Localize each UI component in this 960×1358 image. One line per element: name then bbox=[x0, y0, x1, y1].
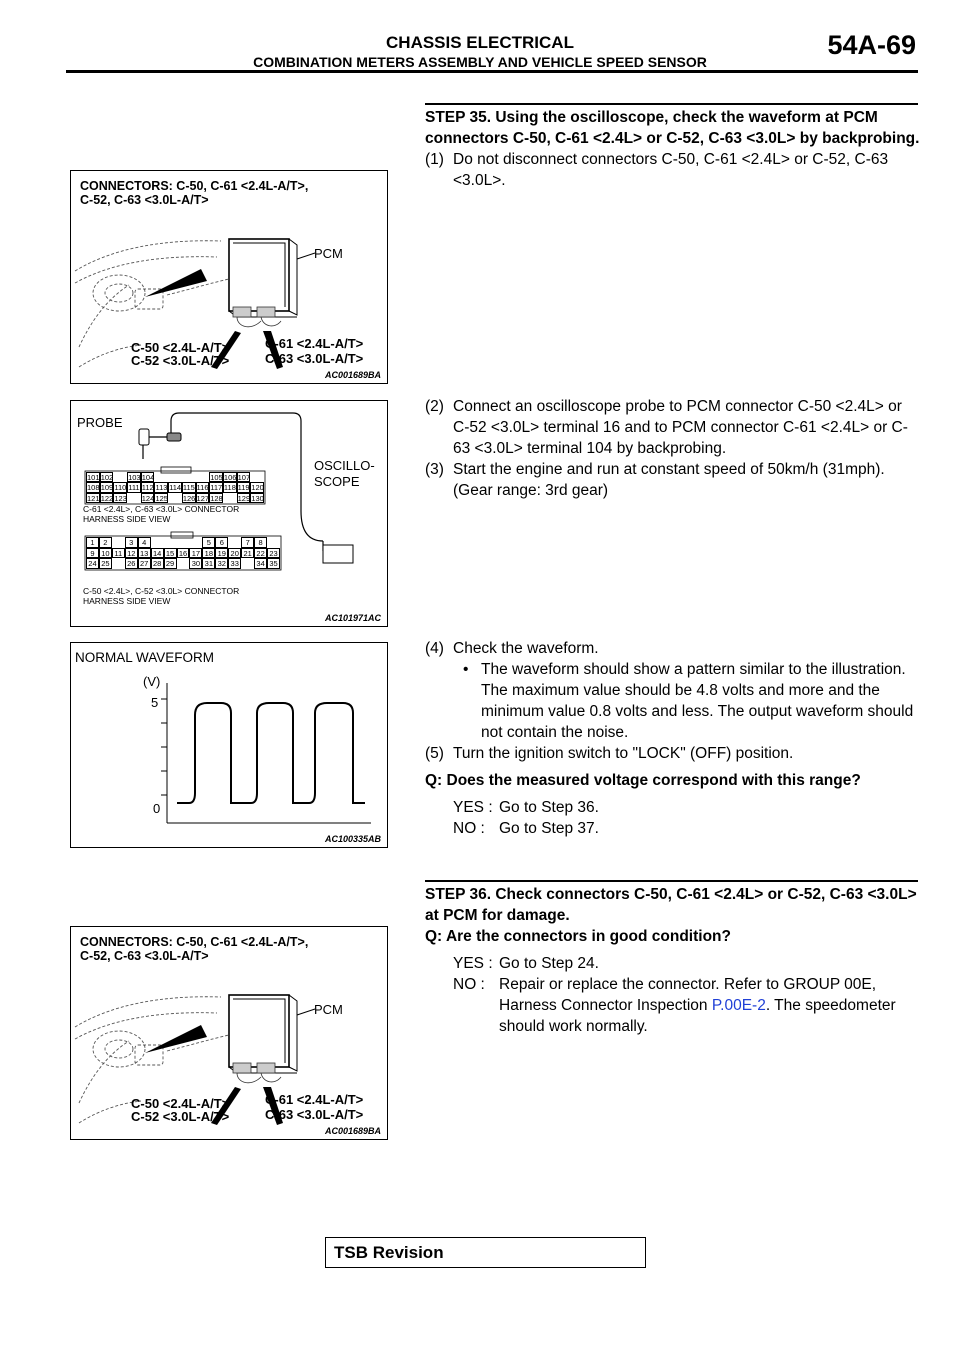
terminal-pin: 7 bbox=[241, 537, 254, 548]
answer-tail: . The speedometer should work normally. bbox=[499, 997, 896, 1035]
terminal-pin: 115 bbox=[182, 483, 195, 493]
terminal-pin: 32 bbox=[215, 558, 228, 569]
terminal-pin: 28 bbox=[151, 558, 164, 569]
figure-connectors-1 bbox=[70, 170, 388, 384]
terminal-pin: 112 bbox=[141, 483, 154, 493]
terminal-pin: 6 bbox=[215, 537, 228, 548]
terminal-gap bbox=[154, 472, 168, 482]
terminal-pin: 1 bbox=[86, 537, 99, 548]
waveform-title: NORMAL WAVEFORM bbox=[75, 650, 215, 665]
terminal-pin: 16 bbox=[177, 548, 190, 559]
terminal-pin: 14 bbox=[151, 548, 164, 559]
step35-item-1 bbox=[425, 149, 920, 191]
item-number: (4) bbox=[425, 640, 444, 657]
terminal-pin: 33 bbox=[228, 558, 241, 569]
connector-left-line2: C-52 <3.0L-A/T> bbox=[131, 353, 230, 368]
step35-item-5 bbox=[425, 743, 920, 764]
connector-right-line2: C-63 <3.0L-A/T> bbox=[265, 351, 364, 366]
step35-block bbox=[425, 107, 920, 191]
figure-title-line1: CONNECTORS: C-50, C-61 <2.4L-A/T>, bbox=[80, 935, 309, 949]
item-number: (2) bbox=[425, 398, 444, 415]
terminal-pin: 113 bbox=[155, 483, 168, 493]
terminal-pin: 22 bbox=[254, 548, 267, 559]
terminal-pin: 12 bbox=[125, 548, 138, 559]
bullet-dot: • bbox=[463, 661, 469, 678]
figure-connectors-2 bbox=[70, 926, 388, 1140]
terminal-pin: 104 bbox=[141, 473, 155, 482]
item-text: Turn the ignition switch to "LOCK" (OFF) position. bbox=[453, 745, 794, 762]
c50-caption-line2: HARNESS SIDE VIEW bbox=[83, 596, 171, 606]
answer-key: NO : bbox=[453, 820, 485, 837]
waveform-trace bbox=[177, 703, 365, 803]
waveform-unit: (V) bbox=[143, 674, 161, 689]
figure-code: AC100335AB bbox=[324, 834, 381, 844]
item-text: Connect an oscilloscope probe to PCM connector C-50 <2.4L> or C-52 <3.0L> terminal 16 and to PCM connector C-61 <2.4L> or C-63 <3.0L> terminal 104 by backprobing. bbox=[453, 398, 908, 457]
terminal-pin: 4 bbox=[138, 537, 151, 548]
connector-left-line1: C-50 <2.4L-A/T> bbox=[131, 1096, 230, 1111]
terminal-gap bbox=[112, 558, 125, 569]
step35-question: Q: Does the measured voltage correspond with this range? bbox=[425, 772, 861, 789]
step35-block-3 bbox=[425, 638, 920, 839]
terminal-pin: 101 bbox=[87, 473, 100, 482]
terminal-pin: 126 bbox=[182, 493, 196, 503]
c61-connector-grid bbox=[86, 472, 264, 503]
connector-left-line2: C-52 <3.0L-A/T> bbox=[131, 1109, 230, 1124]
terminal-pin: 103 bbox=[128, 473, 141, 482]
terminal-pin: 125 bbox=[155, 493, 168, 503]
connector-right-line2: C-63 <3.0L-A/T> bbox=[265, 1107, 364, 1122]
terminal-pin: 130 bbox=[251, 493, 264, 503]
c61-caption-line2: HARNESS SIDE VIEW bbox=[83, 514, 171, 524]
answer-key: YES : bbox=[453, 799, 493, 816]
figure-code: AC001689BA bbox=[324, 1126, 381, 1136]
c61-caption-line1: C-61 <2.4L>, C-63 <3.0L> CONNECTOR bbox=[83, 504, 240, 514]
page-number: 54A-69 bbox=[827, 30, 916, 60]
tsb-revision-box bbox=[325, 1237, 646, 1268]
terminal-pin: 24 bbox=[86, 558, 99, 569]
answer-text: Go to Step 24. bbox=[499, 955, 599, 972]
probe-label: PROBE bbox=[77, 415, 123, 430]
item-number: (5) bbox=[425, 745, 444, 762]
terminal-pin: 27 bbox=[138, 558, 151, 569]
terminal-pin: 5 bbox=[202, 537, 215, 548]
terminal-pin: 11 bbox=[112, 548, 125, 559]
waveform-y-low: 0 bbox=[153, 801, 161, 816]
terminal-pin: 120 bbox=[251, 483, 264, 493]
step35-answer-no bbox=[425, 818, 920, 839]
waveform-y-high: 5 bbox=[151, 695, 159, 710]
item-number: (3) bbox=[425, 461, 444, 478]
terminal-gap bbox=[189, 537, 202, 548]
step36-answer-no bbox=[425, 974, 920, 1037]
item-number: (1) bbox=[425, 151, 444, 168]
answer-text: Go to Step 36. bbox=[499, 799, 599, 816]
terminal-gap bbox=[164, 537, 177, 548]
step35-bullet bbox=[425, 659, 920, 743]
terminal-pin: 13 bbox=[138, 548, 151, 559]
answer-key: NO : bbox=[453, 976, 485, 993]
terminal-pin: 20 bbox=[228, 548, 241, 559]
terminal-gap bbox=[228, 537, 241, 548]
connector-right-line1: C-61 <2.4L-A/T> bbox=[265, 1092, 364, 1107]
terminal-pin: 9 bbox=[86, 548, 99, 559]
terminal-pin: 118 bbox=[223, 483, 236, 493]
terminal-pin: 21 bbox=[241, 548, 254, 559]
step36-rule bbox=[425, 880, 918, 882]
terminal-pin: 102 bbox=[100, 473, 114, 482]
pcm-label: PCM bbox=[314, 246, 343, 261]
section-title: CHASSIS ELECTRICAL bbox=[386, 33, 574, 52]
answer-text: Go to Step 37. bbox=[499, 820, 599, 837]
terminal-gap bbox=[182, 472, 196, 482]
item-text: Do not disconnect connectors C-50, C-61 <2.4L> or C-52, C-63 <3.0L>. bbox=[453, 151, 889, 189]
terminal-pin: 10 bbox=[99, 548, 112, 559]
terminal-pin: 3 bbox=[125, 537, 138, 548]
step35-item-4 bbox=[425, 638, 920, 659]
terminal-gap bbox=[177, 558, 190, 569]
connector-left-line1: C-50 <2.4L-A/T> bbox=[131, 340, 230, 355]
step35-item-2 bbox=[425, 396, 920, 459]
terminal-gap bbox=[127, 493, 141, 503]
terminal-gap bbox=[112, 537, 125, 548]
terminal-pin: 2 bbox=[99, 537, 112, 548]
figure-waveform bbox=[70, 642, 388, 848]
terminal-pin: 123 bbox=[114, 493, 127, 503]
step36-heading: STEP 36. Check connectors C-50, C-61 <2.4L> or C-52, C-63 <3.0L> at PCM for damage. bbox=[425, 886, 917, 924]
terminal-pin: 110 bbox=[114, 483, 127, 493]
terminal-pin: 129 bbox=[237, 493, 251, 503]
item-text: Start the engine and run at constant speed of 50km/h (31mph). (Gear range: 3rd gear) bbox=[453, 461, 885, 499]
terminal-gap bbox=[241, 558, 254, 569]
terminal-gap bbox=[196, 472, 210, 482]
terminal-pin: 124 bbox=[141, 493, 155, 503]
terminal-pin: 119 bbox=[237, 483, 250, 493]
terminal-pin: 121 bbox=[87, 493, 100, 503]
step36-block bbox=[425, 884, 920, 1037]
answer-key: YES : bbox=[453, 955, 493, 972]
terminal-pin: 17 bbox=[189, 548, 202, 559]
bullet-text: The waveform should show a pattern similar to the illustration. The maximum value should be 4.8 volts and more and the minimum value 0.8 volts and less. The output waveform should not contain the noise. bbox=[481, 661, 914, 741]
section-subtitle: COMBINATION METERS ASSEMBLY AND VEHICLE SPEED SENSOR bbox=[253, 54, 707, 70]
terminal-pin: 111 bbox=[128, 483, 140, 493]
step35-item-3 bbox=[425, 459, 920, 501]
oscilloscope-label-line2: SCOPE bbox=[314, 474, 360, 489]
c50-caption-line1: C-50 <2.4L>, C-52 <3.0L> CONNECTOR bbox=[83, 586, 240, 596]
terminal-gap bbox=[168, 472, 182, 482]
reference-link[interactable]: P.00E-2 bbox=[711, 997, 766, 1014]
waveform-plot bbox=[71, 643, 388, 848]
terminal-pin: 26 bbox=[125, 558, 138, 569]
figure-title-line2: C-52, C-63 <3.0L-A/T> bbox=[80, 949, 209, 963]
terminal-gap bbox=[168, 493, 182, 503]
terminal-pin: 128 bbox=[210, 493, 223, 503]
step35-answer-yes bbox=[425, 797, 920, 818]
figure-code: AC101971AC bbox=[324, 613, 381, 623]
terminal-pin: 8 bbox=[254, 537, 267, 548]
terminal-pin: 15 bbox=[164, 548, 177, 559]
terminal-pin: 122 bbox=[100, 493, 114, 503]
terminal-gap bbox=[113, 472, 127, 482]
figure-title-line1: CONNECTORS: C-50, C-61 <2.4L-A/T>, bbox=[80, 179, 309, 193]
terminal-pin: 114 bbox=[169, 483, 182, 493]
step35-block-2 bbox=[425, 396, 920, 501]
terminal-pin: 108 bbox=[87, 483, 100, 493]
terminal-pin: 30 bbox=[189, 558, 202, 569]
pcm-label: PCM bbox=[314, 1002, 343, 1017]
terminal-pin: 34 bbox=[254, 558, 267, 569]
terminal-pin: 18 bbox=[202, 548, 215, 559]
terminal-pin: 25 bbox=[99, 558, 112, 569]
terminal-pin: 105 bbox=[210, 473, 223, 482]
terminal-gap bbox=[177, 537, 190, 548]
step35-rule bbox=[425, 103, 918, 105]
terminal-pin: 31 bbox=[202, 558, 215, 569]
step35-heading: STEP 35. Using the oscilloscope, check the waveform at PCM connectors C-50, C-61 <2.4L> or C-52, C-63 <3.0L> by backprobing. bbox=[425, 109, 920, 147]
terminal-pin: 127 bbox=[196, 493, 210, 503]
c50-connector-grid bbox=[86, 537, 280, 569]
terminal-pin: 116 bbox=[196, 483, 209, 493]
step36-question: Q: Are the connectors in good condition? bbox=[425, 928, 731, 945]
figure-code: AC001689BA bbox=[324, 370, 381, 380]
tsb-revision-label: TSB Revision bbox=[334, 1243, 444, 1262]
terminal-pin: 23 bbox=[267, 548, 280, 559]
terminal-pin: 29 bbox=[164, 558, 177, 569]
oscilloscope-label-line1: OSCILLO- bbox=[314, 458, 375, 473]
terminal-gap bbox=[151, 537, 164, 548]
answer-text: Repair or replace the connector. Refer to GROUP 00E, Harness Connector Inspection bbox=[499, 976, 877, 1014]
terminal-pin: 106 bbox=[223, 473, 237, 482]
terminal-pin: 107 bbox=[237, 473, 251, 482]
terminal-pin: 19 bbox=[215, 548, 228, 559]
step36-answer-yes bbox=[425, 953, 920, 974]
header-rule bbox=[66, 70, 918, 73]
terminal-pin: 109 bbox=[100, 483, 114, 493]
terminal-pin: 35 bbox=[267, 558, 280, 569]
item-text: Check the waveform. bbox=[453, 640, 599, 657]
connector-right-line1: C-61 <2.4L-A/T> bbox=[265, 336, 364, 351]
terminal-pin: 117 bbox=[210, 483, 223, 493]
figure-title-line2: C-52, C-63 <3.0L-A/T> bbox=[80, 193, 209, 207]
terminal-gap bbox=[223, 493, 237, 503]
figure-probe bbox=[70, 400, 388, 627]
